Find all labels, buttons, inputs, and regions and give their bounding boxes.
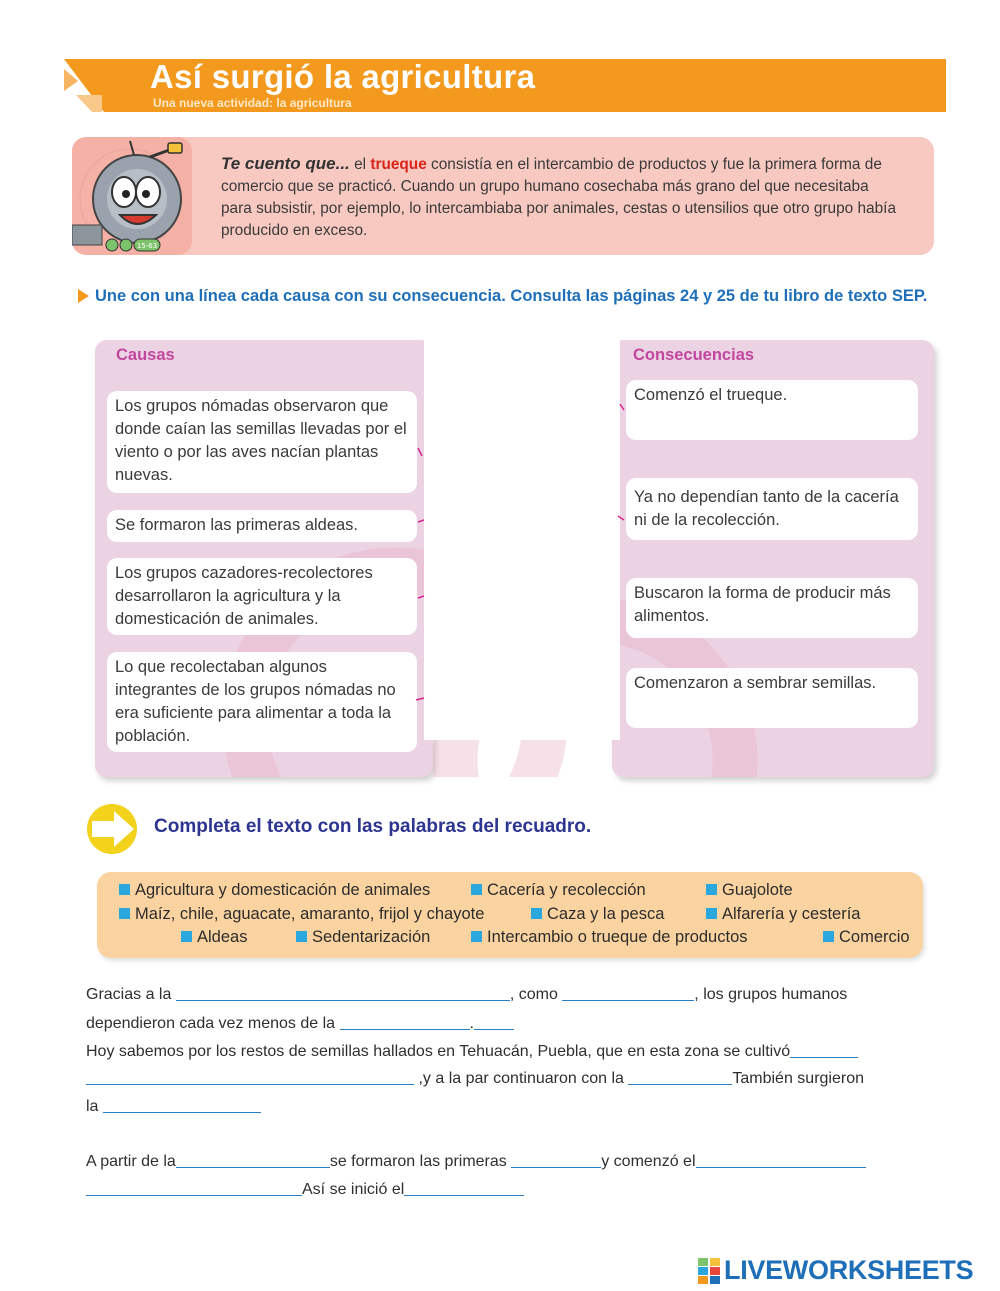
tip-pre: el xyxy=(354,156,367,173)
bullet-square-icon xyxy=(296,931,307,942)
liveworksheets-logo-icon xyxy=(698,1258,720,1284)
fill-line-3: Hoy sabemos por los restos de semillas hallados en Tehuacán, Puebla, que en esta zona se cultivó xyxy=(86,1043,858,1061)
blank-input[interactable] xyxy=(86,1070,414,1085)
fill-line-6: A partir de la se formaron las primeras y comenzó el xyxy=(86,1153,866,1171)
cause-card-2[interactable]: Se formaron las primeras aldeas. xyxy=(107,510,417,542)
cause-card-4[interactable]: Lo que recolectaban algunos integrantes de los grupos nómadas no era suficiente para alimentar a toda la población. xyxy=(107,652,417,752)
tip-text xyxy=(221,153,901,242)
svg-text:15-63: 15-63 xyxy=(136,242,158,250)
bullet-square-icon xyxy=(119,908,130,919)
bullet-square-icon xyxy=(706,884,717,895)
blank-input[interactable] xyxy=(511,1153,601,1168)
connector-ticks xyxy=(410,380,640,720)
word-item: Maíz, chile, aguacate, amaranto, frijol y chayote xyxy=(119,905,484,924)
word-item: Caza y la pesca xyxy=(531,905,664,924)
blank-input[interactable] xyxy=(790,1043,858,1058)
blank-input[interactable] xyxy=(176,986,510,1001)
consequence-card-3[interactable]: Buscaron la forma de producir más alimentos. xyxy=(626,578,918,638)
instruction-complete: Completa el texto con las palabras del recuadro. xyxy=(154,816,592,837)
consequence-card-4[interactable]: Comenzaron a sembrar semillas. xyxy=(626,668,918,728)
instruction-bullet-icon xyxy=(78,289,89,303)
causes-title: Causas xyxy=(116,346,175,364)
fill-line-4: ,y a la par continuaron con la También surgieron xyxy=(86,1070,864,1088)
robot-mascot-icon xyxy=(72,137,192,255)
tip-lead: Te cuento que... xyxy=(221,154,350,173)
word-item: Guajolote xyxy=(706,881,793,900)
cause-card-3[interactable]: Los grupos cazadores-recolectores desarrollaron la agricultura y la domesticación de animales. xyxy=(107,558,417,635)
blank-input[interactable] xyxy=(628,1070,732,1085)
bullet-square-icon xyxy=(181,931,192,942)
blank-input[interactable] xyxy=(176,1153,330,1168)
word-item: Comercio xyxy=(823,928,910,947)
liveworksheets-logo[interactable]: LIVEWORKSHEETS xyxy=(724,1255,974,1285)
bullet-square-icon xyxy=(706,908,717,919)
blank-input[interactable] xyxy=(340,1015,470,1030)
instruction-match: Une con una línea cada causa con su consecuencia. Consulta las páginas 24 y 25 de tu libro de texto SEP. xyxy=(95,287,928,305)
blank-input[interactable] xyxy=(103,1098,261,1113)
fill-line-5: la xyxy=(86,1098,261,1116)
blank-input[interactable] xyxy=(562,986,694,1001)
bullet-square-icon xyxy=(823,931,834,942)
blank-input[interactable] xyxy=(404,1181,524,1196)
tip-keyword: trueque xyxy=(370,156,427,173)
page-subtitle: Una nueva actividad: la agricultura xyxy=(153,96,352,110)
bullet-square-icon xyxy=(531,908,542,919)
fill-line-1: Gracias a la , como , los grupos humanos xyxy=(86,986,848,1003)
consequence-card-2[interactable]: Ya no dependían tanto de la cacería ni de la recolección. xyxy=(626,478,918,540)
fill-line-7: Así se inició el xyxy=(86,1181,524,1199)
blank-input[interactable] xyxy=(86,1181,302,1196)
blank-input[interactable] xyxy=(474,1015,514,1030)
blank-input[interactable] xyxy=(696,1153,866,1168)
word-item: Sedentarización xyxy=(296,928,430,947)
word-item: Intercambio o trueque de productos xyxy=(471,928,748,947)
arrow-right-icon xyxy=(86,803,138,855)
word-item: Alfarería y cestería xyxy=(706,905,860,924)
word-item: Cacería y recolección xyxy=(471,881,646,900)
consequences-title: Consecuencias xyxy=(633,346,755,364)
consequence-card-1[interactable]: Comenzó el trueque. xyxy=(626,380,918,440)
cause-card-1[interactable]: Los grupos nómadas observaron que donde caían las semillas llevadas por el viento o por las aves nacían plantas nuevas. xyxy=(107,391,417,493)
word-item: Agricultura y domesticación de animales xyxy=(119,881,430,900)
bullet-square-icon xyxy=(471,884,482,895)
bullet-square-icon xyxy=(119,884,130,895)
tip-body: consistía en el intercambio de productos y fue la primera forma de comercio que se practicó. Cuando un grupo humano cosechaba más grano del que necesitaba para subsistir, por ejemplo, lo intercambiaba por animales, cestas o utensilios que otro grupo había producido en exceso. xyxy=(221,156,897,239)
page-title: Así surgió la agricultura xyxy=(150,58,536,95)
word-item: Aldeas xyxy=(181,928,247,947)
bullet-square-icon xyxy=(471,931,482,942)
fill-line-2: dependieron cada vez menos de la . xyxy=(86,1015,514,1033)
